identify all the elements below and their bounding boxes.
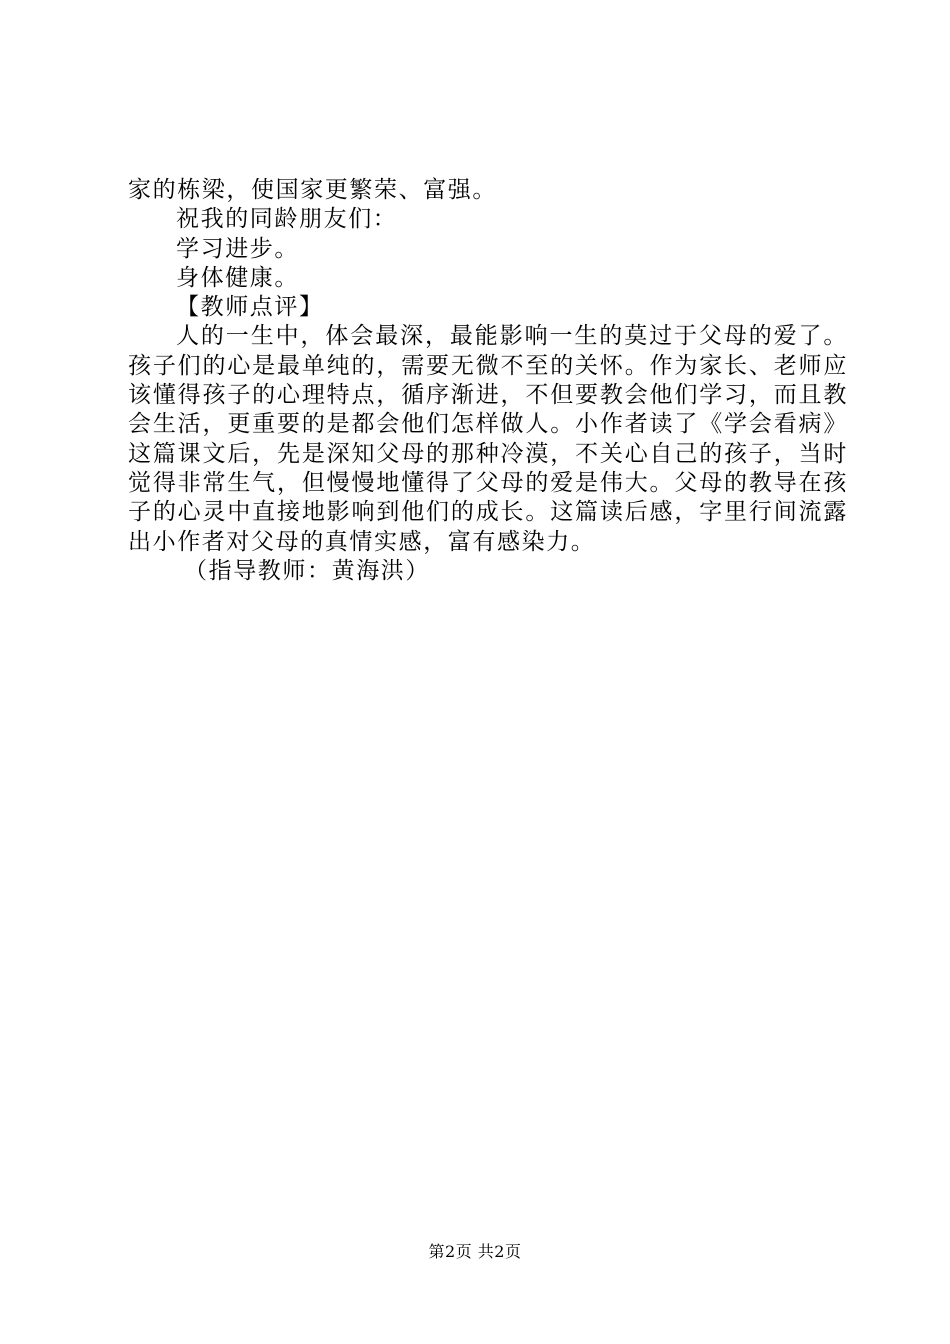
page-number-footer: 第2页 共2页 <box>428 1242 522 1261</box>
continuation-line: 家的栋梁，使国家更繁荣、富强。 <box>128 177 497 203</box>
wish-line-health: 身体健康。 <box>176 264 299 291</box>
wish-line-study: 学习进步。 <box>176 235 299 262</box>
instructor-credit: （指导教师：黄海洪） <box>184 557 430 584</box>
greeting-line: 祝我的同龄朋友们： <box>176 206 398 233</box>
teacher-comment-paragraph: 人的一生中，体会最深，最能影响一生的莫过于父母的爱了。孩子们的心是最单纯的，需要无微不至的关怀。作为家长、老师应该懂得孩子的心理特点，循序渐进，不但要教会他们学习，而且教会生活，更重要的是都会他们怎样做人。小作者读了《学会看病》这篇课文后，先是深知父母的那种冷漠，不关心自己的孩子，当时觉得非常生气，但慢慢地懂得了父母的爱是伟大。父母的教导在孩子的心灵中直接地影响到他们的成长。这篇读后感，字里行间流露出小作者对父母的真情实感，富有感染力。 <box>128 323 848 555</box>
document-body <box>128 176 848 586</box>
teacher-comment-heading: 【教师点评】 <box>176 294 324 321</box>
